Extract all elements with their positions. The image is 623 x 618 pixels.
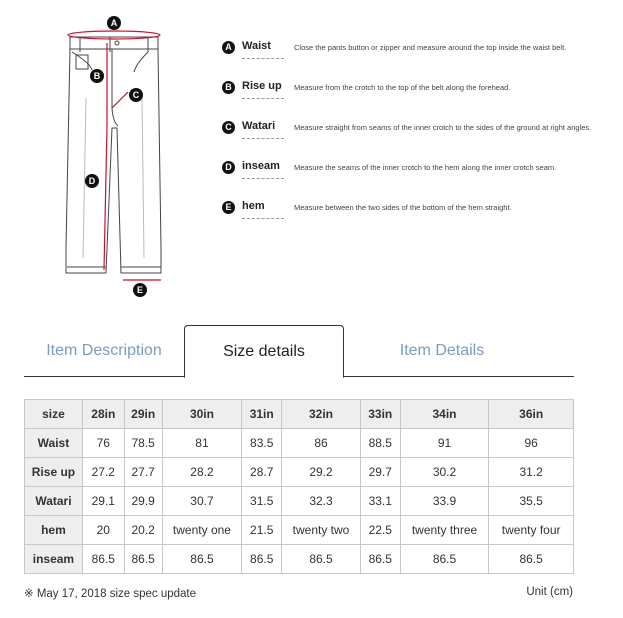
table-cell: 86.5 [124,545,162,574]
table-cell: 29.7 [360,458,400,487]
table-row [25,429,574,458]
table-cell: 30.2 [400,458,489,487]
table-row [25,545,574,574]
table-cell: 29.2 [282,458,361,487]
table-cell: twenty four [489,516,574,545]
table-cell: 29.9 [124,487,162,516]
row-header: hem [25,516,83,545]
unit-label: Unit (cm) [526,586,573,598]
name-underline [242,218,284,219]
table-cell: 21.5 [242,516,282,545]
table-header-cell: size [25,400,83,429]
table-cell: 32.3 [282,487,361,516]
tab-item-details[interactable]: Item Details [399,342,485,359]
badge-e: E [222,201,235,214]
table-cell: twenty three [400,516,489,545]
table-cell: 86.5 [162,545,242,574]
table-cell: 78.5 [124,429,162,458]
table-cell: 86.5 [489,545,574,574]
measurement-description: Measure the seams of the inner crotch to the hem along the inner crotch seam. [294,163,557,172]
table-cell: 86.5 [360,545,400,574]
table-header-cell: 33in [360,400,400,429]
tab-size-details[interactable]: Size details [184,325,344,378]
measurement-name: Watari [242,120,276,132]
measurement-name: Waist [242,40,271,52]
table-header-cell: 29in [124,400,162,429]
table-cell: twenty two [282,516,361,545]
table-header-cell: 31in [242,400,282,429]
table-header-cell: 30in [162,400,242,429]
table-cell: 22.5 [360,516,400,545]
diagram-label-c: C [132,90,140,100]
table-cell: 81 [162,429,242,458]
name-underline [242,58,284,59]
measurement-description: Close the pants button or zipper and measure around the top inside the waist belt. [294,43,567,52]
badge-a: A [222,41,235,54]
table-header-row [25,400,574,429]
measurement-waist [222,38,622,78]
table-cell: 28.7 [242,458,282,487]
measurement-rise-up [222,78,622,118]
measurement-description: Measure straight from seams of the inner crotch to the sides of the ground at right angles. [294,123,592,132]
table-header-cell: 34in [400,400,489,429]
diagram-label-a: A [110,18,118,28]
table-cell: 86.5 [400,545,489,574]
measurement-legend [222,38,622,238]
diagram-label-d: D [88,176,96,186]
name-underline [242,98,284,99]
row-header: Rise up [25,458,83,487]
table-cell: 28.2 [162,458,242,487]
measurement-inseam [222,158,622,198]
diagram-label-b: B [93,71,101,81]
name-underline [242,178,284,179]
measurement-hem [222,198,622,238]
table-row [25,458,574,487]
table-cell: 76 [82,429,124,458]
table-cell: 91 [400,429,489,458]
measurement-description: Measure from the crotch to the top of the belt along the forehead. [294,83,511,92]
table-cell: 96 [489,429,574,458]
measurement-name: hem [242,200,265,212]
table-cell: 33.9 [400,487,489,516]
table-row [25,487,574,516]
badge-b: B [222,81,235,94]
row-header: Waist [25,429,83,458]
table-cell: 88.5 [360,429,400,458]
measurement-watari [222,118,622,158]
table-header-cell: 36in [489,400,574,429]
row-header: Watari [25,487,83,516]
measurement-name: Rise up [242,80,282,92]
table-cell: 86.5 [82,545,124,574]
badge-d: D [222,161,235,174]
table-cell: 30.7 [162,487,242,516]
diagram-badges [85,16,147,297]
pants-diagram [50,8,180,303]
table-cell: 35.5 [489,487,574,516]
measurement-description: Measure between the two sides of the bottom of the hem straight. [294,203,512,212]
row-header: inseam [25,545,83,574]
measurement-name: inseam [242,160,280,172]
table-cell: 27.7 [124,458,162,487]
table-cell: 33.1 [360,487,400,516]
table-cell: 20.2 [124,516,162,545]
size-table [24,399,574,574]
name-underline [242,138,284,139]
diagram-label-e: E [136,285,144,295]
table-cell: 31.5 [242,487,282,516]
table-cell: twenty one [162,516,242,545]
tab-bar [24,325,574,377]
table-header-cell: 28in [82,400,124,429]
spec-update-note: ※ May 17, 2018 size spec update [24,588,197,600]
badge-c: C [222,121,235,134]
tab-item-description[interactable]: Item Description [46,342,162,359]
table-cell: 20 [82,516,124,545]
table-row [25,516,574,545]
table-cell: 27.2 [82,458,124,487]
table-header-cell: 32in [282,400,361,429]
table-cell: 86.5 [242,545,282,574]
table-cell: 86 [282,429,361,458]
table-cell: 83.5 [242,429,282,458]
table-cell: 29.1 [82,487,124,516]
table-cell: 86.5 [282,545,361,574]
table-cell: 31.2 [489,458,574,487]
